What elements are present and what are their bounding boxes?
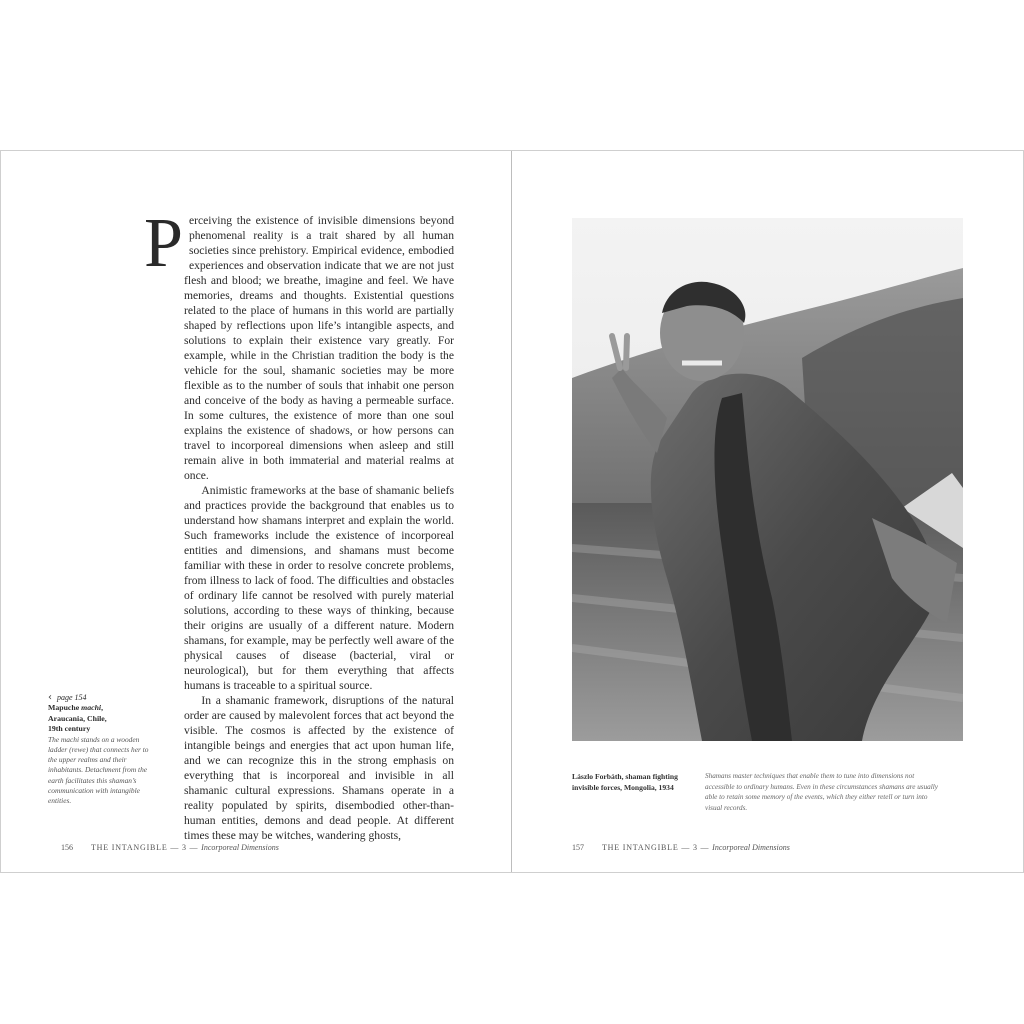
right-page xyxy=(512,151,1024,872)
side-note-title-comma: , xyxy=(101,703,104,713)
paragraph-1 xyxy=(144,205,454,483)
paragraph-3: In a shamanic framework, disruptions of the natural order are caused by malevolent forces that act beyond the visible. The cosmos is affected by the existence of intangible beings and energies that act upon human life, and we can recognize this in the strong emphasis on everything that is incorporeal and invisible in all shamanic cultural expressions. Shamans operate in a reality populated by spirits, disembodied other-than-human entities, demons and dead people. At different times these may be witches, wandering ghosts, xyxy=(184,694,454,842)
left-page xyxy=(0,151,511,872)
page-number: 157 xyxy=(572,843,584,852)
side-note xyxy=(48,693,152,806)
shaman-photo xyxy=(572,218,963,741)
running-head: THE INTANGIBLE — 3 — xyxy=(91,843,202,852)
section-name: Incorporeal Dimensions xyxy=(712,843,790,852)
paragraph-2: Animistic frameworks at the base of shamanic beliefs and practices provide the background that enables us to understand how shamans interpret and explain the world. Such frameworks include the existence of incorporeal entities and dimensions, and shamans must become familiar with these in order to resolve concrete problems, from illness to lack of food. The difficulties and obstacles of ordinary life cannot be resolved with purely material solutions, according to these ways of thinking, because their origins are usually of a different nature. Modern shamans, for example, may be perfectly well aware of the physical causes of disease (bacterial, viral or neurological), but for them everything that affects humans is traceable to a spiritual source. xyxy=(184,484,454,692)
drop-cap: P xyxy=(144,205,183,282)
running-head: THE INTANGIBLE — 3 — xyxy=(602,843,713,852)
page-number: 156 xyxy=(61,843,73,852)
section-name: Incorporeal Dimensions xyxy=(201,843,279,852)
photo-caption-title: Lászlo Forbáth, shaman fighting invisible forces, Mongolia, 1934 xyxy=(572,772,678,792)
side-note-title xyxy=(48,703,152,735)
side-note-title-italic: machi xyxy=(81,703,102,713)
side-note-title-line3: 19th century xyxy=(48,724,91,734)
side-note-title-part: Mapuche xyxy=(48,703,82,713)
right-footer xyxy=(572,843,790,852)
photo-caption-text: Shamans master techniques that enable them to tune into dimensions not accessible to ordinary humans. Even in these circumstances shamans are usually able to retain some memory of the events, which they either retell or turn into visual records. xyxy=(705,772,938,812)
book-spread xyxy=(0,150,1024,873)
page-reference[interactable] xyxy=(48,693,152,703)
left-footer xyxy=(61,843,279,852)
body-text xyxy=(144,205,454,843)
side-note-title-line2: Araucania, Chile, xyxy=(48,713,107,723)
photo-illustration xyxy=(572,218,963,741)
page-reference-label: page 154 xyxy=(57,693,87,702)
side-note-text: The machi stands on a wooden ladder (rewe) that connects her to the upper realms and their inhabitants. Detachment from the earth facilitates this shaman’s communication with intangible entities. xyxy=(48,734,149,805)
paragraph-1-text: erceiving the existence of invisible dimensions beyond phenomenal reality is a trait shared by all human societies since prehistory. Empirical evidence, embodied experiences and observation indicate that we are not just flesh and blood; we breathe, imagine and feel. We have memories, dreams and thoughts. Existential questions related to the place of humans in this world are partially shaped by reflections upon life’s intangible aspects, and solutions to explain their existence vary greatly. For example, while in the Christian tradition the body is the vehicle for the soul, shamanic societies may be more flexible as to the number of souls that inhabit one person and conceive of the body as having a permeable surface. In some cultures, the existence of more than one soul explains the existence of shadows, or how persons can travel to incorporeal dimensions when asleep and still remain alive in both immaterial and material realms at once. xyxy=(184,214,454,482)
chevron-left-icon: ‹ xyxy=(48,692,52,704)
